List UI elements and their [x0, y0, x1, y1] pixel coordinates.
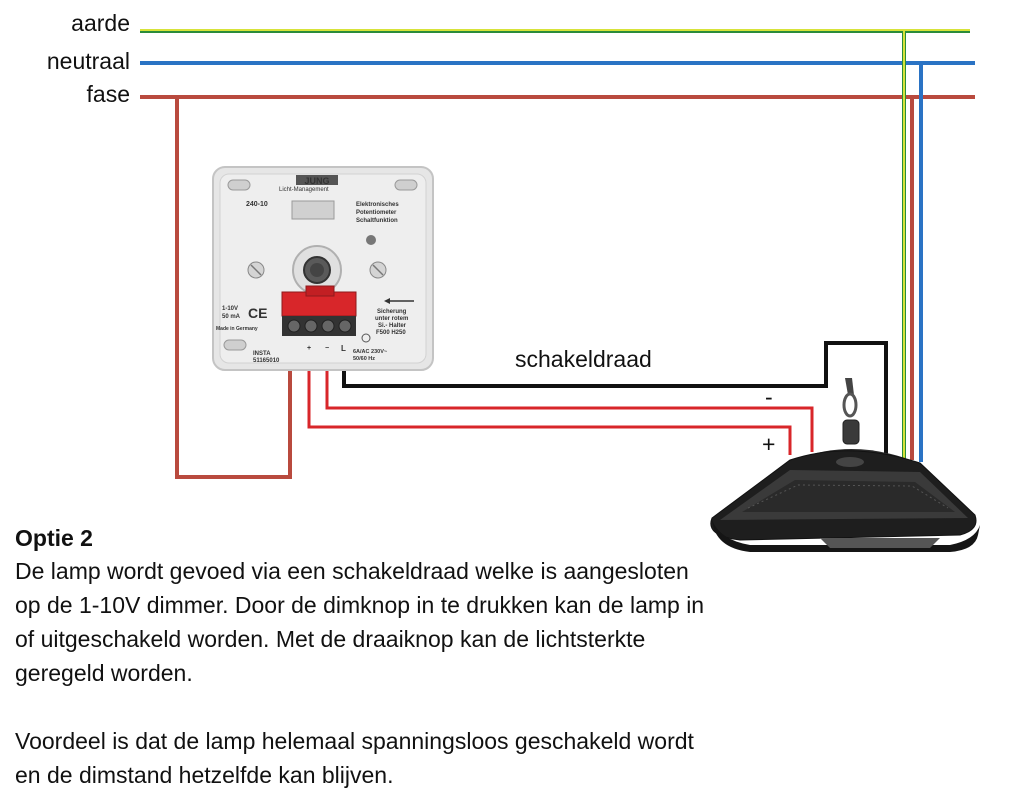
plus-label: +	[762, 431, 776, 457]
terminal-minus-label: −	[325, 345, 330, 352]
dimmer-desc-line3: Schaltfunktion	[356, 218, 398, 224]
dimmer-desc-line2: Potentiometer	[356, 210, 397, 216]
brand-logo-text: JUNG	[304, 176, 330, 186]
dimmer-module	[213, 167, 433, 370]
highbay-lamp	[711, 378, 980, 552]
caption-paragraph-2: Voordeel is dat de lamp helemaal spanningsloos geschakeld wordt en de dimstand hetzelfde kan blijven.	[15, 728, 694, 788]
caption-title: Optie 2	[15, 525, 93, 551]
spec-line1: 1-10V	[222, 306, 239, 312]
fuse-line3: Si.- Halter	[378, 323, 407, 329]
dimmer-desc-line1: Elektronisches	[356, 202, 399, 208]
earth-wire	[140, 30, 970, 31]
caption-block	[15, 522, 715, 792]
ce-mark: CE	[248, 305, 268, 321]
rating-line2: 50/60 Hz	[353, 356, 376, 362]
fuse-line4: F500 H250	[376, 330, 406, 336]
neutral-label: neutraal	[46, 48, 130, 74]
dimmer-subtitle: Licht-Management	[279, 187, 329, 193]
hook-icon	[844, 394, 856, 416]
terminal-plus-label: +	[307, 345, 312, 352]
terminal-l-label: L	[341, 344, 346, 353]
insta-text: INSTA	[253, 351, 271, 357]
code-text: 51165010	[253, 358, 280, 364]
made-in-text: Made in Germany	[216, 326, 258, 332]
fuse-line2: unter rotem	[375, 316, 409, 322]
minus-label: -	[765, 384, 773, 410]
switch-wire-label: schakeldraad	[515, 346, 652, 372]
fuse-line1: Sicherung	[377, 309, 407, 315]
earth-label: aarde	[71, 10, 130, 36]
rating-line1: 6A/AC 230V~	[353, 349, 388, 355]
spec-line2: 50 mA	[222, 314, 241, 320]
dimmer-model: 240-10	[246, 201, 268, 208]
caption-paragraph-1: De lamp wordt gevoed via een schakeldraad welke is aangesloten op de 1-10V dimmer. Door de dimknop in te drukken kan de lamp in of uitgeschakeld worden. Met de draaiknop kan de lichtsterkte geregeld worden.	[15, 558, 705, 686]
phase-label: fase	[86, 81, 130, 107]
